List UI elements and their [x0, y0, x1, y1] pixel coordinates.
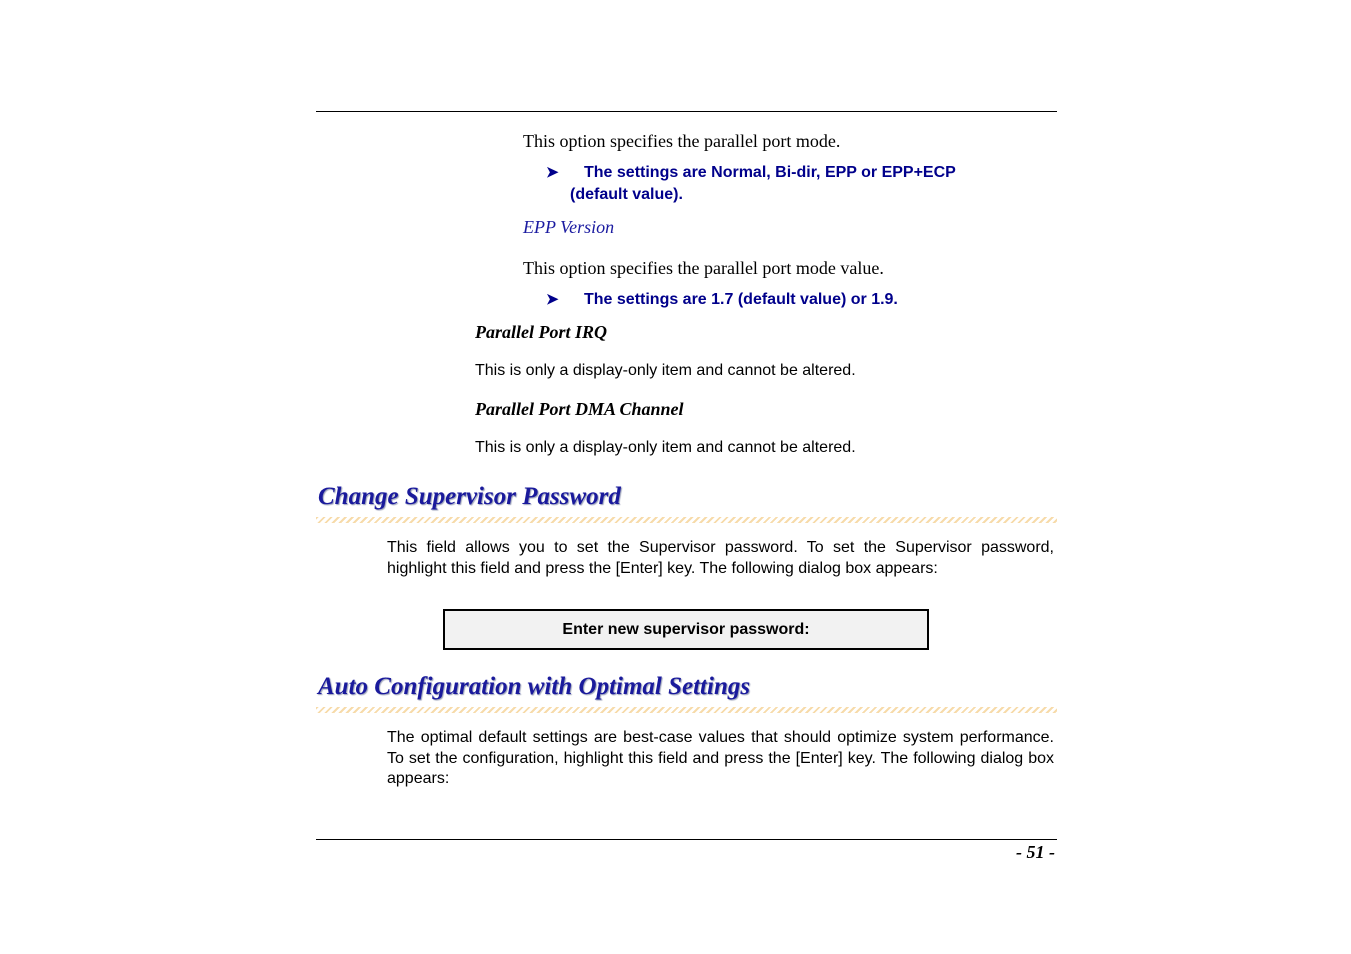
- epp-version-settings-text: The settings are 1.7 (default value) or 1.9.: [584, 291, 898, 308]
- auto-configuration-body: The optimal default settings are best-case values that should optimize system performance. To set the configuration, highlight this field and press the [Enter] key. The following dialog box appears:: [387, 729, 1054, 787]
- supervisor-password-dialog-text: Enter new supervisor password:: [562, 620, 810, 638]
- epp-version-heading: EPP Version: [523, 217, 615, 237]
- page-number: - 51 -: [1016, 842, 1055, 862]
- footer-rule: [316, 839, 1057, 840]
- epp-version-settings: [546, 289, 898, 311]
- parallel-port-irq-heading: Parallel Port IRQ: [475, 322, 608, 342]
- arrow-bullet-icon: ➤: [546, 164, 559, 181]
- supervisor-password-dialog: [443, 609, 929, 650]
- parallel-port-mode-settings-line1: The settings are Normal, Bi-dir, EPP or EPP+ECP: [584, 164, 956, 181]
- change-supervisor-password-title: Change Supervisor Password: [318, 483, 621, 510]
- parallel-port-dma-description: This is only a display-only item and cannot be altered.: [475, 439, 856, 456]
- parallel-port-mode-settings-cont: [570, 184, 683, 206]
- change-supervisor-password-body: This field allows you to set the Supervisor password. To set the Supervisor password, highlight this field and press the [Enter] key. The following dialog box appears:: [387, 539, 1054, 577]
- section-divider: [316, 707, 1057, 713]
- parallel-port-mode-settings-line2: (default value).: [570, 186, 683, 203]
- parallel-port-mode-settings: [546, 162, 956, 184]
- parallel-port-irq-description: This is only a display-only item and cannot be altered.: [475, 362, 856, 379]
- section-divider: [316, 517, 1057, 523]
- arrow-bullet-icon: ➤: [546, 291, 559, 308]
- auto-configuration-title: Auto Configuration with Optimal Settings: [318, 673, 751, 700]
- parallel-port-dma-heading: Parallel Port DMA Channel: [475, 399, 684, 419]
- parallel-port-mode-description: This option specifies the parallel port mode.: [523, 131, 841, 151]
- epp-version-description: This option specifies the parallel port mode value.: [523, 258, 884, 278]
- header-rule: [316, 111, 1057, 112]
